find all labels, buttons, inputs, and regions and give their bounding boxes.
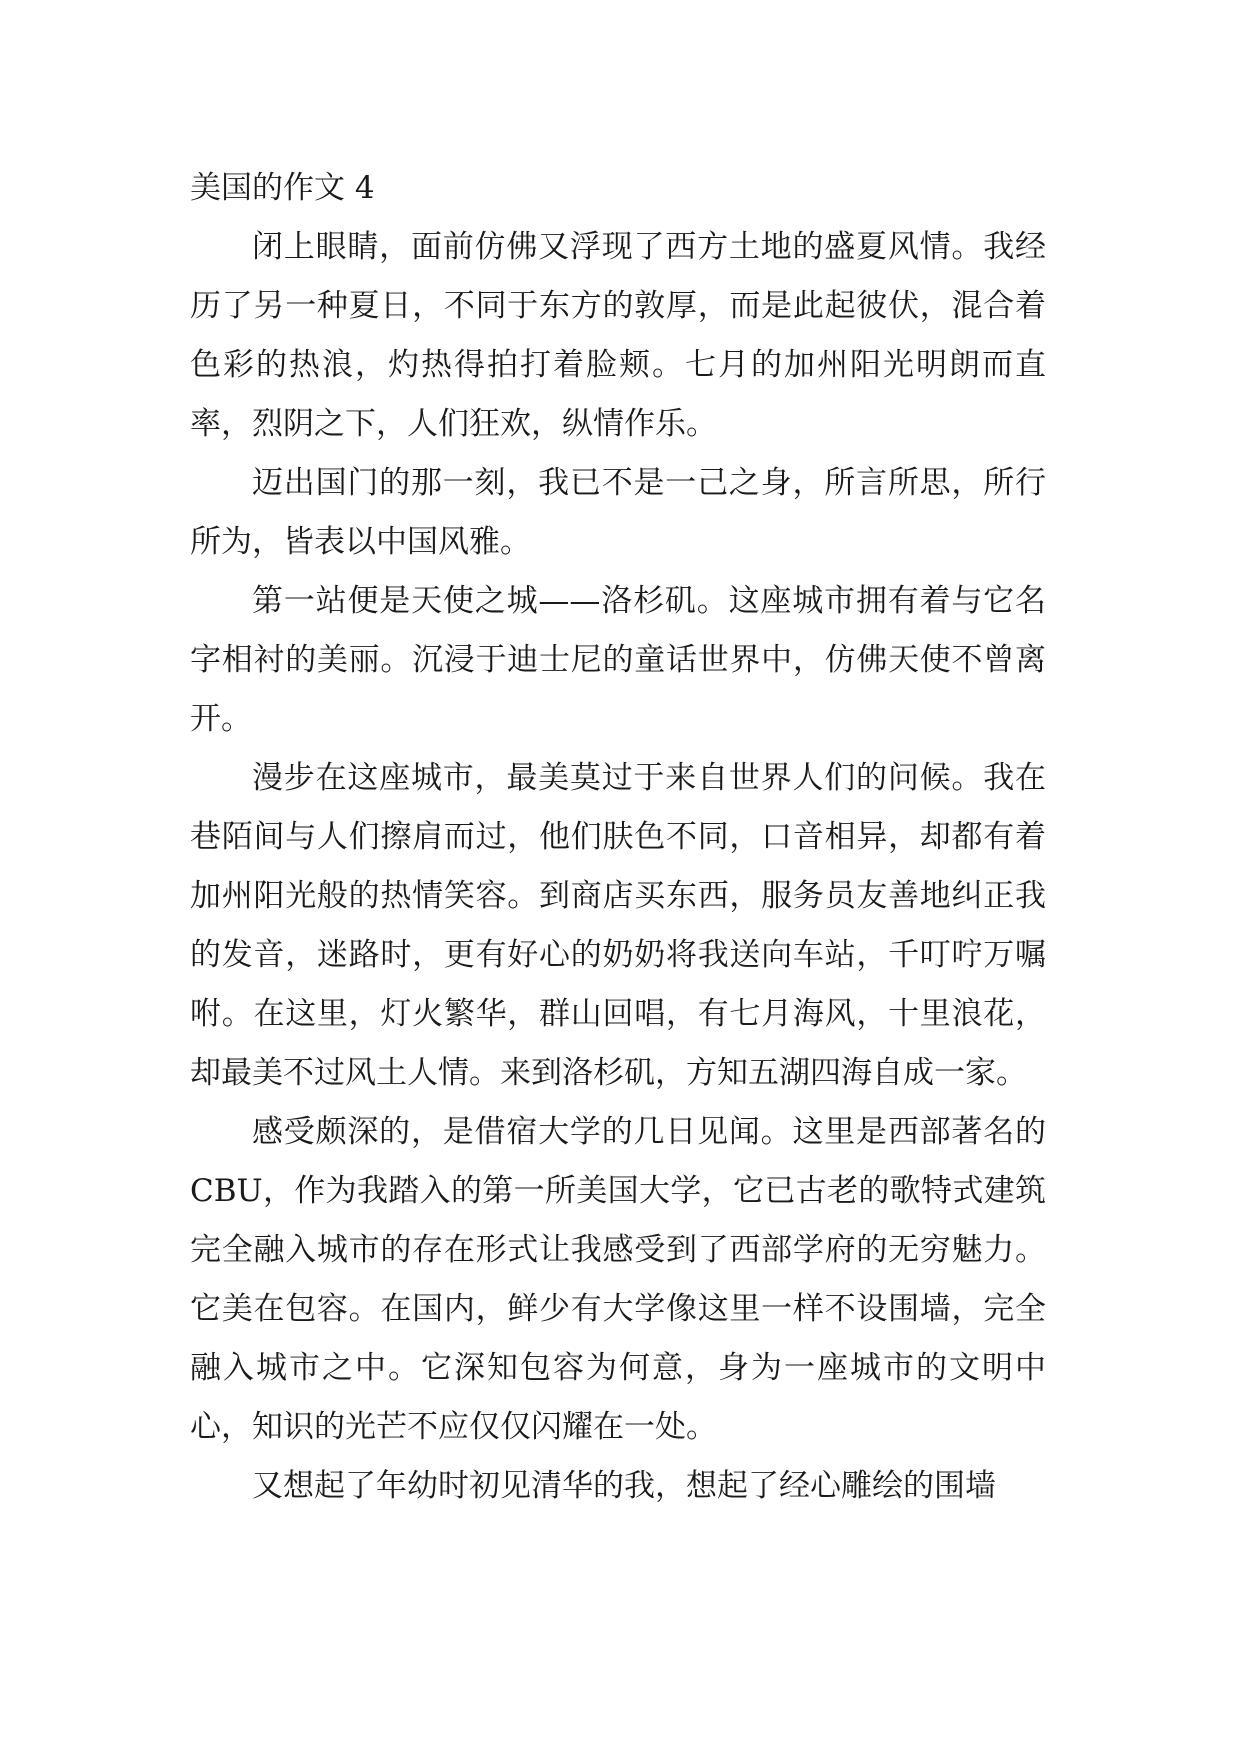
paragraph: 感受颇深的，是借宿大学的几日见闻。这里是西部著名的 CBU，作为我踏入的第一所美国大学，它已古老的歌特式建筑完全融入城市的存在形式让我感受到了西部学府的无穷魅力。它美在包容。在国内，鲜少有大学像这里一样不设围墙，完全融入城市之中。它深知包容为何意，身为一座城市的文明中心，知识的光芒不应仅仅闪耀在一处。 xyxy=(190,1114,1046,1445)
paragraph: 漫步在这座城市，最美莫过于来自世界人们的问候。我在巷陌间与人们擦肩而过，他们肤色不同，口音相异，却都有着加州阳光般的热情笑容。到商店买东西，服务员友善地纠正我的发音，迷路时，更有好心的奶奶将我送向车站，千叮咛万嘱咐。在这里，灯火繁华，群山回唱，有七月海风，十里浪花，却最美不过风土人情。来到洛杉矶，方知五湖四海自成一家。 xyxy=(190,760,1046,1091)
paragraph: 又想起了年幼时初见清华的我，想起了经心雕绘的围墙 xyxy=(252,1468,996,1504)
paragraph: 迈出国门的那一刻，我已不是一己之身，所言所思，所行所为，皆表以中国风雅。 xyxy=(190,465,1046,560)
paragraph: 闭上眼睛，面前仿佛又浮现了西方土地的盛夏风情。我经历了另一种夏日，不同于东方的敦厚，而是此起彼伏，混合着色彩的热浪，灼热得拍打着脸颊。七月的加州阳光明朗而直率，烈阴之下，人们狂欢，纵情作乐。 xyxy=(190,229,1046,442)
document-title: 美国的作文 4 xyxy=(190,170,375,206)
paragraph: 第一站便是天使之城——洛杉矶。这座城市拥有着与它名字相衬的美丽。沉浸于迪士尼的童话世界中，仿佛天使不曾离开。 xyxy=(190,583,1046,737)
document-body xyxy=(190,159,1046,1516)
